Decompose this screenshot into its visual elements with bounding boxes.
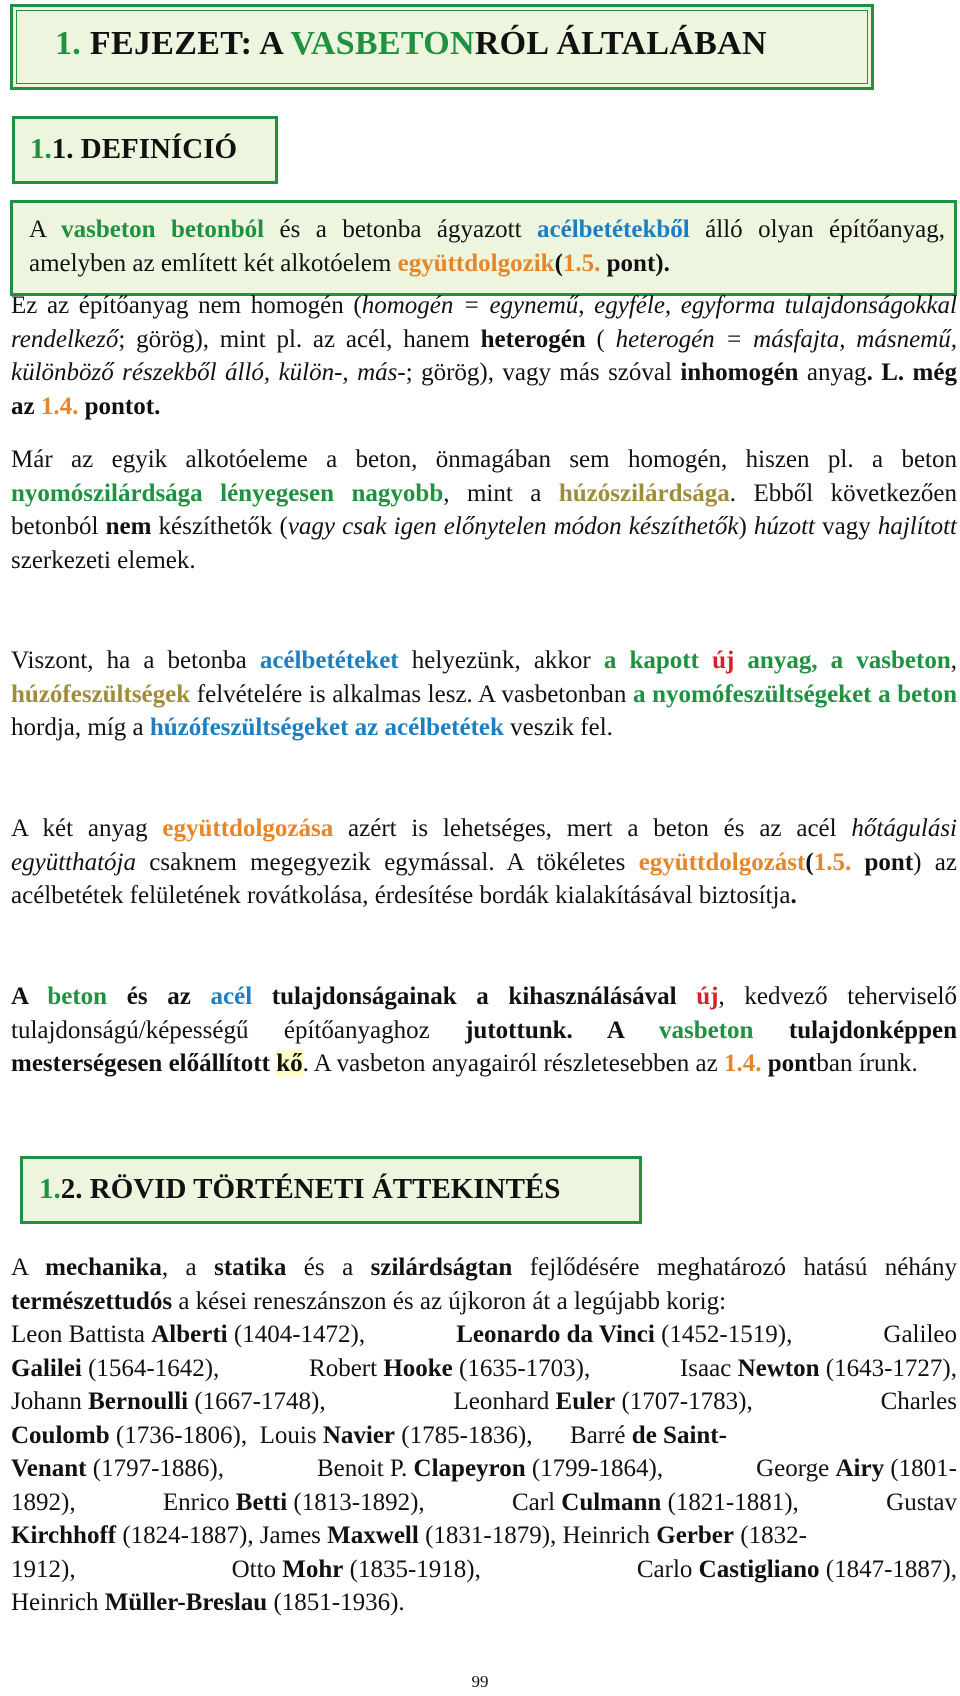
list-item: Kirchhoff (1824-1887), James Maxwell (1831-1879), Heinrich Gerber (1832- xyxy=(11,1522,807,1549)
list-item: Heinrich Müller-Breslau (1851-1936). xyxy=(11,1589,405,1616)
list-item: Coulomb (1736-1806), Louis Navier (1785-1836), Barré de Saint- xyxy=(11,1421,727,1449)
list-item: Johann Bernoulli (1667-1748), Leonhard Euler (1707-1783), Charles xyxy=(11,1388,957,1415)
chapter-title: 1. FEJEZET: A VASBETONRÓL ÁLTALÁBAN xyxy=(55,25,767,62)
paragraph-homogeneity: Ez az építőanyag nem homogén (homogén = egynemű, egyféle, egyforma tulajdonságokkal rendelkező; görög), mint pl. az acél, hanem heterogén ( heterogén = másfajta, másnemű, különböző részekből álló, külön-, más-; görög), vagy más szóval inhomogén anyag. L. még az 1.4. pontot. xyxy=(11,292,958,420)
scientist-list xyxy=(11,1318,957,1620)
paragraph-cooperation: A két anyag együttdolgozása azért is lehetséges, mert a beton és az acél hőtágulási együtthatója csaknem megegyezik egymással. A tökéletes együttdolgozást(1.5. pont) az acélbetétek felületének rovátkolása, érdesítése bordák kialakításával biztosítja. xyxy=(11,815,957,909)
list-item: Venant (1797-1886), Benoit P. Clapeyron (1799-1864), George Airy (1801- xyxy=(11,1455,957,1482)
list-item: 1892), Enrico Betti (1813-1892), Carl Culmann (1821-1881), Gustav xyxy=(11,1488,957,1516)
paragraph-artificial-stone: A beton és az acél tulajdonságainak a kihasználásával új, kedvező teherviselő tulajdonságú/képességű építőanyaghoz jutottunk. A vasbeton tulajdonképpen mesterségesen előállított kő. A vasbeton anyagairól részletesebben az 1.4. pontban írunk. xyxy=(11,983,957,1077)
paragraph-steel-inserts: Viszont, ha a betonba acélbetéteket helyezünk, akkor a kapott új anyag, a vasbeton, húzófeszültségek felvételére is alkalmas lesz. A vasbetonban a nyomófeszültségeket a beton hordja, míg a húzófeszültségeket az acélbetétek veszik fel. xyxy=(11,647,957,741)
list-item: 1912), Otto Mohr (1835-1918), Carlo Castigliano (1847-1887), xyxy=(11,1555,957,1583)
list-item: Galilei (1564-1642), Robert Hooke (1635-1703), Isaac Newton (1643-1727), xyxy=(11,1354,957,1382)
definition-text: A vasbeton betonból és a betonba ágyazott acélbetétekből álló olyan építőanyag, amelyben az említett két alkotóelem együttdolgozik(1.5. pont). xyxy=(29,216,945,277)
section-1-2-box xyxy=(20,1156,642,1224)
section-1-1-heading: 1.1. DEFINÍCIÓ xyxy=(30,133,238,165)
list-item: Leon Battista Alberti (1404-1472), Leonardo da Vinci (1452-1519), Galileo xyxy=(11,1321,957,1348)
section-1-1-box xyxy=(12,116,278,184)
definition-box xyxy=(10,200,957,296)
paragraph-scientists-intro: A mechanika, a statika és a szilárdságtan fejlődésére meghatározó hatású néhány természettudós a kései reneszánszon és az újkoron át a legújabb korig: xyxy=(11,1254,957,1315)
chapter-title-box xyxy=(10,4,874,90)
page-number: 99 xyxy=(471,1672,489,1691)
section-1-2-heading: 1.2. RÖVID TÖRTÉNETI ÁTTEKINTÉS xyxy=(39,1173,561,1205)
paragraph-concrete-strength: Már az egyik alkotóeleme a beton, önmagában sem homogén, hiszen pl. a beton nyomószilárdsága lényegesen nagyobb, mint a húzószilárdsága. Ebből következően betonból nem készíthetők (vagy csak igen előnytelen módon készíthetők) húzott vagy hajlított szerkezeti elemek. xyxy=(11,446,957,574)
